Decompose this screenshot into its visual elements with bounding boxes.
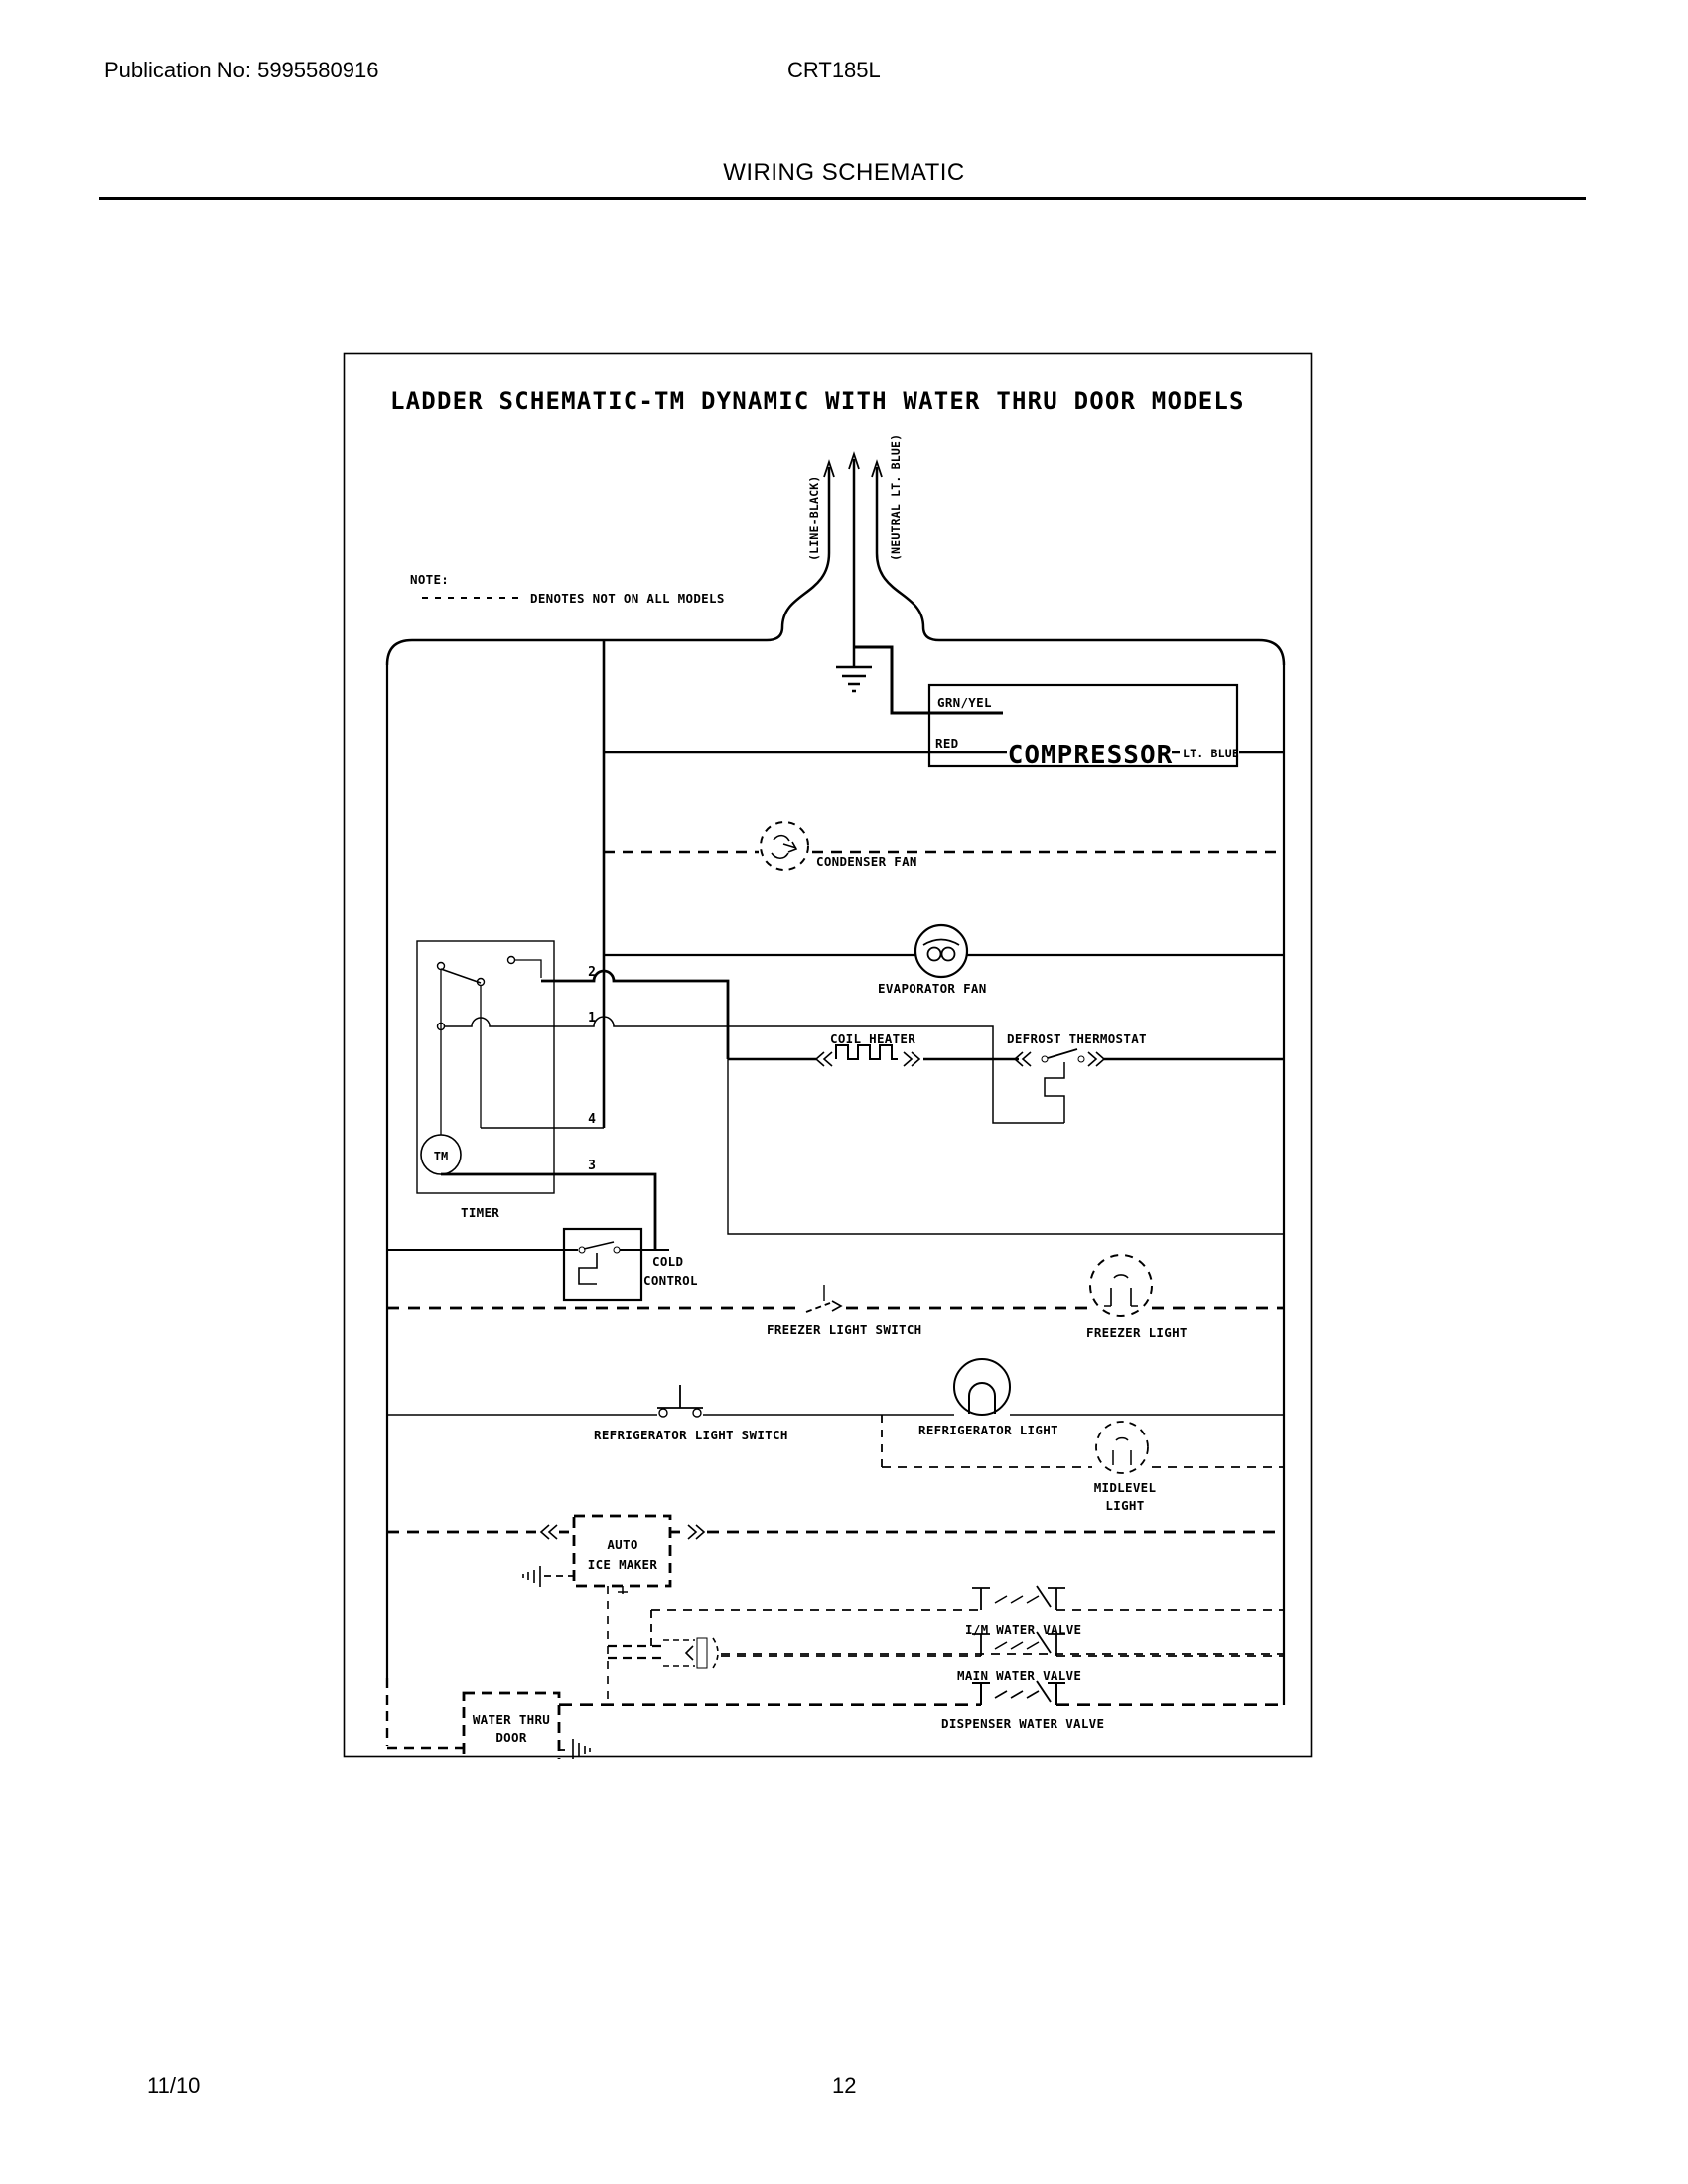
bellows-step — [579, 1253, 597, 1284]
coil-heater-icon — [836, 1045, 898, 1059]
switch-blade — [806, 1303, 830, 1312]
contact-dot — [508, 957, 515, 964]
connector-right-icon — [1088, 1052, 1104, 1066]
contact-dot — [1078, 1056, 1084, 1062]
motor-top — [923, 940, 959, 946]
connector-right-icon — [904, 1052, 919, 1066]
condenser-fan — [604, 822, 1284, 870]
contact-dot — [1042, 1056, 1048, 1062]
grn-yel-label: GRN/YEL — [937, 695, 992, 710]
condenser-fan-label: CONDENSER FAN — [816, 854, 917, 869]
motor-coil — [928, 948, 941, 961]
cold-control-label-2: CONTROL — [643, 1273, 698, 1288]
coil-heater-label: COIL HEATER — [830, 1031, 916, 1046]
wire-1 — [445, 1017, 1064, 1123]
midlevel-light-label-1: MIDLEVEL — [1093, 1480, 1157, 1495]
compressor — [604, 647, 1284, 770]
wiring-schematic — [343, 352, 1313, 1759]
lt-blue-label: LT. BLUE — [1183, 747, 1239, 760]
footer-date: 11/10 — [147, 2073, 201, 2098]
water-thru-door-label-1: WATER THRU — [472, 1712, 551, 1727]
contact-dot — [579, 1247, 585, 1253]
footer-page-number: 12 — [832, 2073, 857, 2098]
contact-dot — [438, 963, 445, 970]
line-black-wire — [387, 467, 829, 665]
wire-pair — [608, 1646, 661, 1658]
evaporator-fan — [604, 925, 1284, 996]
contact-dot — [614, 1247, 620, 1253]
lamp-filament — [1104, 1275, 1138, 1306]
plunger-switch-icon — [657, 1385, 703, 1408]
refrigerator-light-icon — [954, 1359, 1010, 1415]
connector-left-icon — [541, 1525, 557, 1539]
refrigerator-light-rung — [387, 1359, 1284, 1467]
refrigerator-light-switch-label: REFRIGERATOR LIGHT SWITCH — [594, 1428, 788, 1442]
switch-blade — [584, 1242, 614, 1249]
main-water-valve-label: MAIN WATER VALVE — [957, 1668, 1082, 1683]
solenoid-coil — [995, 1642, 1039, 1649]
lamp-filament — [969, 1383, 995, 1414]
neutral-wire — [877, 467, 1284, 665]
note-text: DENOTES NOT ON ALL MODELS — [530, 591, 725, 606]
motor-icon — [915, 925, 967, 977]
timer — [417, 941, 596, 1220]
cold-control — [387, 1229, 698, 1300]
contact-dot — [659, 1409, 667, 1417]
freezer-light-switch-label: FREEZER LIGHT SWITCH — [767, 1322, 922, 1337]
timer-motor-label: TM — [433, 1150, 449, 1163]
return-wire — [728, 1059, 1284, 1234]
freezer-light-icon — [1090, 1255, 1152, 1316]
note-heading: NOTE: — [410, 572, 450, 587]
model-number: CRT185L — [787, 58, 881, 82]
diagram-title: LADDER SCHEMATIC-TM DYNAMIC WITH WATER THRU DOOR MODELS — [390, 387, 1245, 415]
timer-label: TIMER — [461, 1205, 500, 1220]
midlevel-light-label-2: LIGHT — [1105, 1498, 1145, 1513]
thermostat-step-wire — [1045, 1062, 1064, 1123]
water-thru-door-label-2: DOOR — [495, 1730, 527, 1745]
ground-icon — [523, 1566, 540, 1587]
defrost-thermostat-label: DEFROST THERMOSTAT — [1007, 1031, 1147, 1046]
terminal-2: 2 — [588, 965, 596, 980]
im-water-valve — [651, 1586, 1284, 1637]
red-label: RED — [935, 736, 959, 751]
contact-dot — [693, 1409, 701, 1417]
supply-lines — [387, 454, 1284, 667]
terminal-1: 1 — [588, 1011, 596, 1025]
main-water-valve — [721, 1632, 1284, 1683]
page-title: WIRING SCHEMATIC — [723, 159, 965, 186]
ice-maker-label-2: ICE MAKER — [587, 1557, 658, 1571]
plug-icon — [697, 1638, 707, 1668]
dispenser-water-valve — [559, 1681, 1284, 1731]
terminal-4: 4 — [588, 1112, 596, 1127]
solenoid-coil — [995, 1691, 1039, 1698]
publication-number: Publication No: 5995580916 — [104, 58, 379, 82]
harness-connector — [608, 1610, 1284, 1668]
fan-blades-icon — [772, 836, 796, 859]
note-block — [410, 572, 725, 606]
compressor-label: COMPRESSOR — [1007, 741, 1174, 770]
evaporator-fan-label: EVAPORATOR FAN — [878, 981, 987, 996]
internal-wire — [515, 960, 541, 978]
connector-left-icon — [816, 1052, 832, 1066]
wire-2 — [541, 971, 728, 1059]
connector-right-icon — [688, 1525, 704, 1539]
switch-blade — [441, 969, 481, 983]
im-water-valve-label: I/M WATER VALVE — [965, 1622, 1082, 1637]
defrost-rung — [728, 1031, 1284, 1123]
plug-arrow-icon — [686, 1646, 693, 1660]
ground-icon — [836, 667, 872, 691]
line-black-label: (LINE-BLACK) — [807, 476, 821, 561]
midlevel-light-icon — [1096, 1422, 1148, 1473]
connector-lines — [663, 1640, 695, 1666]
switch-blade — [1048, 1049, 1077, 1058]
freezer-light-label: FREEZER LIGHT — [1086, 1325, 1188, 1340]
lamp-filament — [1113, 1438, 1131, 1465]
motor-coil — [942, 948, 955, 961]
plug-shell — [713, 1638, 718, 1668]
header-rule — [99, 197, 1586, 200]
ground-bars — [836, 667, 872, 691]
solenoid-coil — [995, 1596, 1039, 1603]
switch-arrow-icon — [832, 1301, 841, 1311]
cold-control-label-1: COLD — [652, 1254, 684, 1269]
terminal-3: 3 — [588, 1159, 596, 1173]
neutral-label: (NEUTRAL LT. BLUE) — [889, 433, 903, 561]
ice-maker-rung — [387, 1516, 1284, 1705]
ice-maker-label-1: AUTO — [607, 1537, 638, 1552]
freezer-light-rung — [387, 1255, 1284, 1340]
refrigerator-light-label: REFRIGERATOR LIGHT — [918, 1423, 1058, 1437]
fan-motor-icon — [761, 822, 808, 870]
cold-control-box — [564, 1229, 641, 1300]
dispenser-water-valve-label: DISPENSER WATER VALVE — [941, 1716, 1105, 1731]
water-thru-door — [464, 1693, 590, 1759]
